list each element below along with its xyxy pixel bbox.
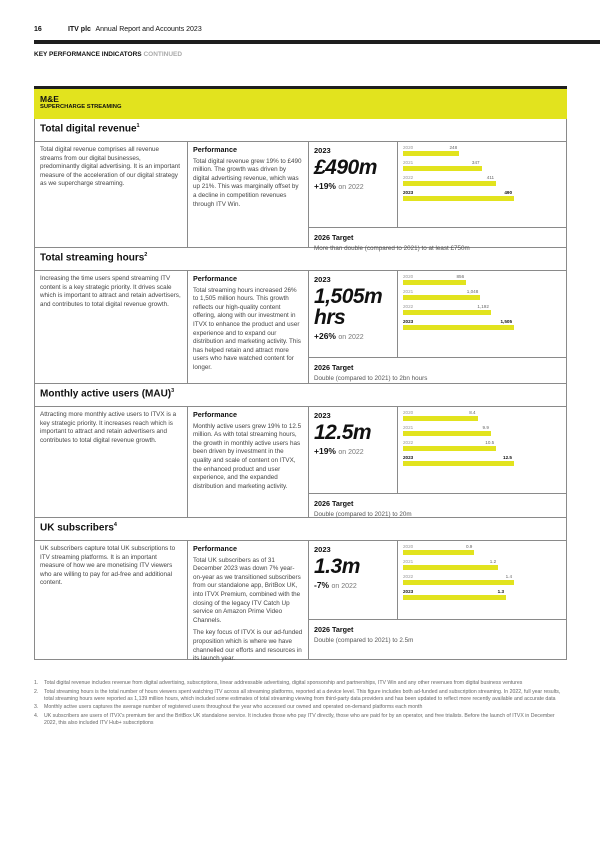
bar-year-label: 2023 — [403, 190, 414, 195]
kpi-title — [35, 119, 566, 142]
bar-chart — [398, 407, 566, 494]
footnote-ref: 3 — [171, 388, 175, 394]
headline-stat — [309, 541, 398, 620]
footnote-number: 4. — [34, 712, 39, 719]
bar-value-label: 1.4 — [505, 574, 512, 579]
bar-chart — [398, 142, 566, 228]
bar-chart — [398, 271, 566, 358]
change-value: +19% — [314, 181, 336, 191]
results-column — [308, 541, 566, 660]
bar-row-2023 — [403, 589, 561, 604]
bar-year-label: 2022 — [403, 304, 414, 309]
footnote-ref: 2 — [144, 252, 148, 258]
stat-value: £490m — [314, 156, 377, 179]
bar-value-label: 12.5 — [503, 455, 512, 460]
performance-column — [188, 142, 308, 248]
bar-2023 — [403, 196, 514, 201]
kpi-body — [35, 271, 566, 384]
footnote — [34, 680, 567, 687]
kpi-title-text: Monthly active users (MAU) — [40, 388, 172, 400]
bar-row-2023 — [403, 319, 561, 334]
bar-value-label: 411 — [486, 175, 495, 180]
bar-year-label: 2022 — [403, 440, 414, 445]
results-column — [308, 407, 566, 518]
change-suffix: on 2022 — [338, 184, 364, 191]
bar-value-label: 856 — [456, 274, 465, 279]
bar-value-label: 0.9 — [465, 544, 473, 549]
target-text: Double (compared to 2021) to 2bn hours — [314, 375, 428, 382]
footnote — [34, 713, 567, 727]
performance-heading: Performance — [193, 544, 237, 553]
section-title — [34, 51, 182, 58]
stat-change — [314, 181, 392, 191]
bar-year-label: 2022 — [403, 175, 414, 180]
bar-row-2021 — [403, 289, 561, 304]
footnote-number: 1. — [34, 680, 39, 686]
kpi-body — [35, 541, 566, 663]
target-text: More than double (compared to 2021) to at least £750m — [314, 245, 470, 252]
bar-row-2020 — [403, 274, 561, 289]
bar-chart — [398, 541, 566, 620]
segment-banner — [34, 86, 567, 119]
header-rule — [34, 40, 600, 44]
footnote-text: UK subscribers are users of ITVX's premium tier and the BritBox UK standalone service. It includes those who pay ITV directly, those who are paid for by an operator, and free trialists. Before the launch of ITVX in December 2022, this also included ITV Hub+ subscriptions — [44, 712, 555, 726]
performance-text: Total streaming hours increased 26% to 1,505 million hours. This growth reflects our high-quality content offering, along with our investment in ITVX to enhance the product and user experience and to expand our distribution and marketing activity. This has helped retain and attract more users who have watched content for longer. — [193, 286, 301, 371]
bar-row-2020 — [403, 410, 561, 425]
performance-text: Total UK subscribers as of 31 December 2023 was down 7% year-on-year as we transitioned subscribers from our standalone app, BritBox UK, into ITVX Premium, combined with the closing of the legacy ITV Catch Up service on Amazon Prime Video Channels. — [193, 556, 301, 624]
bar-row-2021 — [403, 160, 561, 175]
target-heading: 2026 Target — [314, 625, 354, 634]
bar-2020 — [403, 151, 459, 156]
bar-row-2022 — [403, 574, 561, 589]
stat-change — [314, 331, 392, 341]
footnote-text: Monthly active users captures the average number of registered users throughout the year who accessed our owned and operated on-demand platforms each month — [44, 704, 423, 710]
bar-year-label: 2021 — [403, 559, 414, 564]
kpi-title-text: Total streaming hours — [40, 252, 145, 264]
bar-year-label: 2020 — [403, 544, 414, 549]
kpi-title — [35, 248, 566, 271]
bar-year-label: 2023 — [403, 589, 414, 594]
target-heading: 2026 Target — [314, 499, 354, 508]
bar-row-2022 — [403, 440, 561, 455]
bar-value-label: 1.3 — [497, 589, 505, 594]
bar-row-2023 — [403, 190, 561, 205]
bar-2022 — [403, 446, 496, 451]
kpi-description: UK subscribers capture total UK subscriptions to ITV streaming platforms. It is an important measure of how we are monetising ITV viewers who are willing to pay for ad-free and additional content. — [35, 541, 188, 660]
target-heading: 2026 Target — [314, 363, 354, 372]
bar-2020 — [403, 550, 474, 555]
change-value: -7% — [314, 580, 330, 590]
bar-year-label: 2020 — [403, 410, 414, 415]
bar-year-label: 2021 — [403, 289, 414, 294]
running-header — [34, 26, 202, 33]
bar-2023 — [403, 461, 514, 466]
bar-2021 — [403, 431, 491, 436]
kpi-block — [34, 119, 567, 252]
bar-value-label: 1,505 — [500, 319, 512, 324]
change-suffix: on 2022 — [338, 334, 364, 341]
change-value: +26% — [314, 331, 336, 341]
bar-value-label: 248 — [449, 145, 458, 150]
bar-2022 — [403, 580, 514, 585]
bar-2021 — [403, 166, 482, 171]
footnote-number: 2. — [34, 688, 39, 695]
stat-year: 2023 — [314, 411, 331, 420]
bar-value-label: 347 — [471, 160, 480, 165]
bar-year-label: 2023 — [403, 455, 414, 460]
performance-heading: Performance — [193, 145, 237, 154]
target-heading: 2026 Target — [314, 233, 354, 242]
bar-2023 — [403, 325, 514, 330]
bar-year-label: 2020 — [403, 145, 414, 150]
performance-text: Monthly active users grew 19% to 12.5 million. As with total streaming hours, the growth in monthly active users has been driven by investment in the quality and scale of content on ITVX, the enhanced product and user experience, and the expanded distribution and marketing activity. — [193, 422, 302, 490]
bar-2020 — [403, 416, 478, 421]
bar-value-label: 10.5 — [485, 440, 495, 445]
section-continued: CONTINUED — [143, 51, 183, 58]
performance-heading: Performance — [193, 274, 237, 283]
bar-2022 — [403, 310, 491, 315]
performance-column — [188, 407, 308, 518]
footnote-text: Total streaming hours is the total number of hours viewers spent watching ITV across all streaming platforms, reported at a device level. This figure includes both ad-funded and subscription streaming. In 2022, full year results, total streaming hours were reported as 1,139 million hours, which included some estimates of total streaming viewing from third-party data providers and has been updated to reflect more recently available and accurate data — [44, 688, 561, 702]
performance-text: The key focus of ITVX is our ad-funded proposition which is where we have channelled our efforts and resources in its launch year. — [193, 629, 303, 663]
stat-year: 2023 — [314, 545, 331, 554]
page-number: 16 — [34, 26, 42, 33]
bar-year-label: 2023 — [403, 319, 414, 324]
kpi-block — [34, 384, 567, 518]
section-name: KEY PERFORMANCE INDICATORS — [34, 51, 142, 58]
bar-value-label: 9.9 — [482, 425, 489, 430]
performance-heading: Performance — [193, 410, 237, 419]
bar-2020 — [403, 280, 466, 285]
target-box — [309, 620, 566, 660]
kpi-block — [34, 518, 567, 663]
kpi-description: Total digital revenue comprises all revenue streams from our digital businesses, predominantly digital advertising. It is an important measure of the acceleration of our digital strategy as we supercharge streaming. — [35, 142, 188, 248]
stat-year: 2023 — [314, 275, 331, 284]
target-box — [309, 228, 566, 252]
bar-row-2021 — [403, 559, 561, 574]
headline-stat — [309, 142, 398, 228]
kpi-body — [35, 142, 566, 252]
performance-column — [188, 541, 308, 663]
stat-year: 2023 — [314, 146, 331, 155]
change-suffix: on 2022 — [331, 583, 357, 590]
target-box — [309, 494, 566, 518]
performance-column — [188, 271, 308, 384]
target-text: Double (compared to 2021) to 2.5m — [314, 637, 414, 644]
bar-row-2023 — [403, 455, 561, 470]
stat-value: 1.3m — [314, 555, 360, 578]
kpi-title-text: Total digital revenue — [40, 123, 137, 135]
results-column — [308, 271, 566, 384]
target-box — [309, 358, 566, 384]
change-value: +19% — [314, 446, 336, 456]
bar-value-label: 1,048 — [466, 289, 479, 294]
footnote-ref: 4 — [113, 522, 117, 528]
bar-year-label: 2022 — [403, 574, 414, 579]
footnote-ref: 1 — [136, 123, 140, 129]
bar-value-label: 8.4 — [469, 410, 476, 415]
stat-change — [314, 446, 392, 456]
bar-2021 — [403, 295, 480, 300]
bar-year-label: 2021 — [403, 425, 414, 430]
bar-value-label: 490 — [504, 190, 512, 195]
document-title: Annual Report and Accounts 2023 — [95, 26, 202, 33]
kpi-body — [35, 407, 566, 518]
footnotes — [34, 680, 567, 728]
footnote-number: 3. — [34, 704, 39, 710]
stat-value: 12.5m — [314, 421, 372, 444]
bar-row-2021 — [403, 425, 561, 440]
bar-row-2020 — [403, 145, 561, 160]
company-name: ITV plc — [67, 26, 91, 33]
kpi-description: Attracting more monthly active users to ITVX is a key strategic priority. It increases reach which is important to attract and retain advertisers and contributes to total digital revenue growth. — [35, 407, 188, 518]
bar-row-2022 — [403, 175, 561, 190]
bar-row-2022 — [403, 304, 561, 319]
stat-value: 1,505m hrs — [314, 285, 383, 329]
kpi-title — [35, 518, 566, 541]
footnote-text: Total digital revenue includes revenue from digital advertising, subscriptions, linear addressable advertising, digital sponsorship and partnerships, ITV Win and any other revenues from digital business ventures — [44, 680, 523, 686]
bar-year-label: 2020 — [403, 274, 414, 279]
segment-name: M&E — [40, 94, 59, 104]
performance-text: Total digital revenue grew 19% to £490 million. The growth was driven by digital advertising revenue, which was up 21%. This was marginally offset by a decline in competition revenues through ITV Win. — [193, 157, 302, 208]
footnote — [34, 704, 567, 711]
results-column — [308, 142, 566, 252]
bar-2023 — [403, 595, 506, 600]
footnote — [34, 689, 567, 703]
bar-2022 — [403, 181, 496, 186]
segment-subtitle: SUPERCHARGE STREAMING — [40, 104, 122, 110]
headline-stat — [309, 407, 398, 494]
bar-row-2020 — [403, 544, 561, 559]
stat-change — [314, 580, 392, 590]
change-suffix: on 2022 — [338, 449, 364, 456]
bar-2021 — [403, 565, 498, 570]
target-text: Double (compared to 2021) to 20m — [314, 511, 412, 518]
kpi-title-text: UK subscribers — [40, 522, 114, 534]
kpi-block — [34, 248, 567, 384]
kpi-description: Increasing the time users spend streaming ITV content is a key strategic priority. It drives scale which is important to attract and retain advertisers, and contributes to total digital revenue growth. — [35, 271, 188, 384]
bar-year-label: 2021 — [403, 160, 414, 165]
kpi-title — [35, 384, 566, 407]
bar-value-label: 1,192 — [477, 304, 489, 309]
headline-stat — [309, 271, 398, 358]
bar-value-label: 1.2 — [489, 559, 497, 564]
